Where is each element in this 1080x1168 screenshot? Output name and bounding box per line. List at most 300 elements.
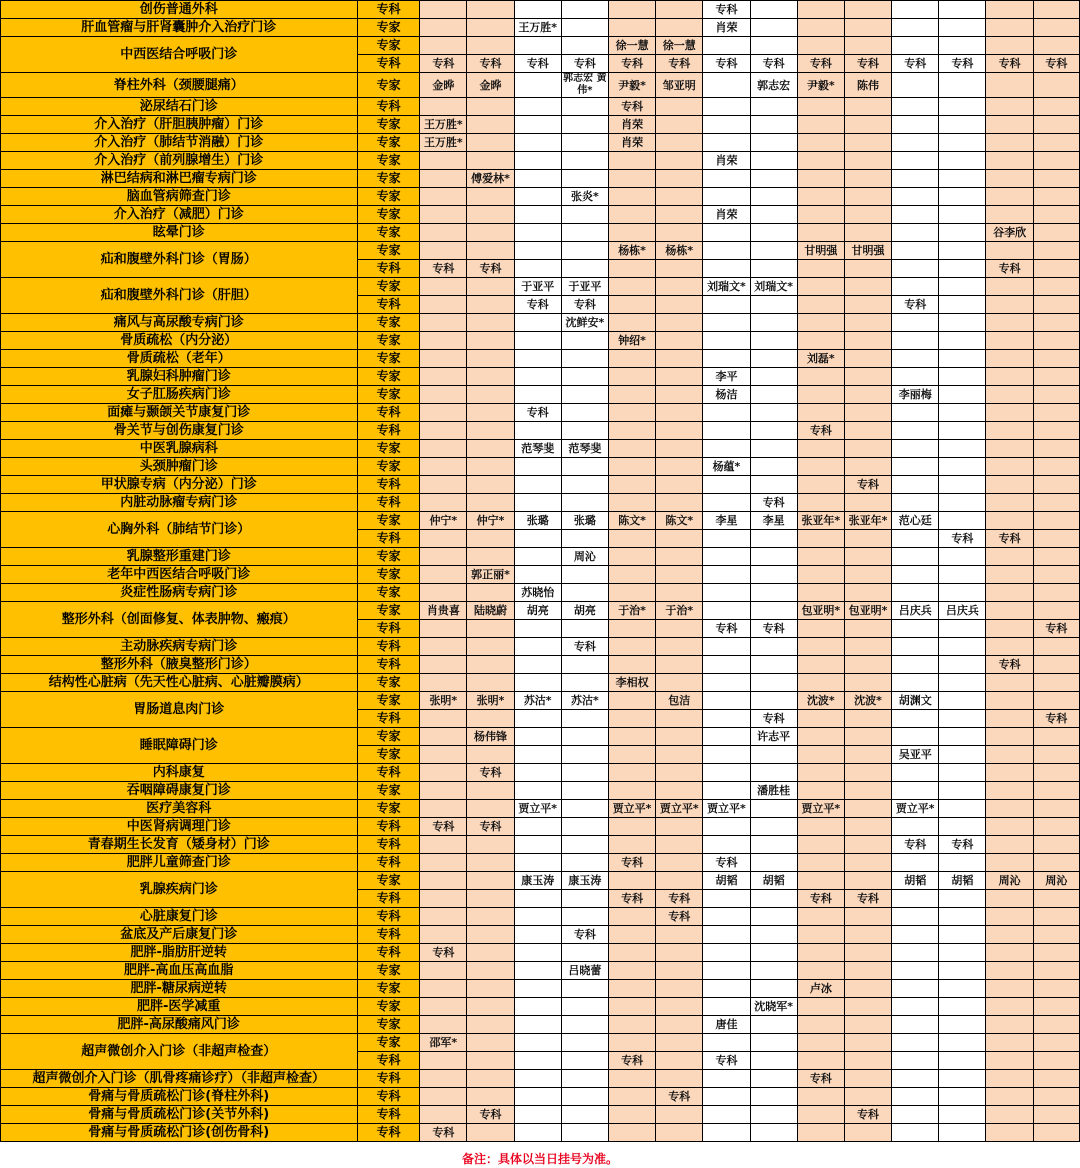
schedule-cell — [844, 386, 891, 404]
schedule-cell — [420, 1070, 467, 1088]
schedule-cell — [420, 206, 467, 224]
schedule-cell — [844, 37, 891, 55]
schedule-cell — [986, 800, 1033, 818]
schedule-cell — [1033, 656, 1079, 674]
clinic-type: 专科 — [357, 854, 419, 872]
schedule-cell — [844, 332, 891, 350]
schedule-cell — [420, 926, 467, 944]
schedule-cell — [608, 692, 655, 710]
schedule-cell: 专科 — [703, 1052, 750, 1070]
schedule-cell — [939, 116, 986, 134]
schedule-cell — [986, 746, 1033, 764]
schedule-cell: 专科 — [797, 422, 844, 440]
schedule-cell — [844, 458, 891, 476]
table-row — [0, 368, 1080, 386]
schedule-cell — [608, 548, 655, 566]
schedule-cell — [608, 728, 655, 746]
schedule-cell — [797, 440, 844, 458]
schedule-cell — [892, 1016, 939, 1034]
schedule-cell — [797, 116, 844, 134]
schedule-cell — [750, 746, 797, 764]
schedule-cell — [750, 890, 797, 908]
schedule-cell — [892, 1034, 939, 1052]
schedule-cell — [561, 854, 608, 872]
schedule-cell: 仲宁* — [420, 512, 467, 530]
schedule-cell — [1033, 98, 1079, 116]
schedule-cell — [844, 494, 891, 512]
schedule-cell — [892, 962, 939, 980]
table-row — [0, 872, 1080, 890]
schedule-cell — [656, 98, 703, 116]
schedule-cell: 张璐 — [514, 512, 561, 530]
schedule-cell — [939, 980, 986, 998]
schedule-cell — [797, 296, 844, 314]
schedule-cell — [420, 908, 467, 926]
schedule-cell — [420, 278, 467, 296]
schedule-cell: 肖荣 — [608, 116, 655, 134]
schedule-cell — [467, 944, 514, 962]
schedule-cell — [514, 476, 561, 494]
schedule-cell — [750, 818, 797, 836]
schedule-cell — [656, 314, 703, 332]
schedule-cell — [844, 962, 891, 980]
schedule-cell — [939, 476, 986, 494]
schedule-cell — [986, 944, 1033, 962]
schedule-cell — [939, 440, 986, 458]
schedule-cell — [939, 350, 986, 368]
schedule-cell — [986, 602, 1033, 620]
schedule-cell — [514, 314, 561, 332]
schedule-cell: 专科 — [467, 818, 514, 836]
schedule-cell — [514, 1088, 561, 1106]
schedule-cell — [750, 296, 797, 314]
schedule-cell — [467, 332, 514, 350]
table-row — [0, 37, 1080, 55]
schedule-cell — [420, 188, 467, 206]
schedule-cell — [656, 980, 703, 998]
schedule-cell — [467, 404, 514, 422]
clinic-type: 专家 — [357, 314, 419, 332]
schedule-cell — [467, 494, 514, 512]
schedule-cell — [1033, 386, 1079, 404]
schedule-cell — [844, 836, 891, 854]
footnote: 备注：具体以当日挂号为准。 — [461, 1152, 618, 1166]
schedule-cell: 徐一慧 — [608, 37, 655, 55]
schedule-cell: 专科 — [750, 494, 797, 512]
schedule-cell — [467, 962, 514, 980]
schedule-cell — [420, 746, 467, 764]
schedule-cell — [1033, 296, 1079, 314]
clinic-type: 专科 — [357, 1124, 419, 1142]
schedule-cell — [892, 782, 939, 800]
schedule-cell — [1033, 458, 1079, 476]
schedule-cell — [986, 386, 1033, 404]
schedule-cell — [939, 224, 986, 242]
schedule-cell — [986, 980, 1033, 998]
schedule-cell — [608, 404, 655, 422]
schedule-cell — [892, 368, 939, 386]
schedule-cell: 专科 — [986, 55, 1033, 73]
schedule-cell — [1033, 37, 1079, 55]
schedule-cell — [1033, 350, 1079, 368]
schedule-cell — [703, 260, 750, 278]
schedule-cell: 专科 — [608, 1052, 655, 1070]
schedule-cell — [797, 566, 844, 584]
schedule-cell — [467, 188, 514, 206]
schedule-cell — [1033, 764, 1079, 782]
schedule-cell — [467, 800, 514, 818]
schedule-cell: 专科 — [420, 944, 467, 962]
schedule-cell — [939, 998, 986, 1016]
schedule-cell — [986, 314, 1033, 332]
schedule-cell: 肖荣 — [703, 19, 750, 37]
schedule-cell — [561, 1016, 608, 1034]
schedule-cell: 专科 — [656, 1088, 703, 1106]
department-name: 疝和腹壁外科门诊（肝胆） — [0, 278, 357, 314]
schedule-cell: 许志平 — [750, 728, 797, 746]
schedule-cell: 专科 — [420, 55, 467, 73]
schedule-cell — [797, 944, 844, 962]
schedule-cell — [939, 1124, 986, 1142]
schedule-cell — [561, 98, 608, 116]
schedule-cell — [939, 908, 986, 926]
department-name: 主动脉疾病专病门诊 — [0, 638, 357, 656]
schedule-cell — [703, 476, 750, 494]
schedule-cell — [844, 764, 891, 782]
schedule-cell: 专科 — [703, 1, 750, 19]
schedule-cell — [703, 980, 750, 998]
table-row — [0, 134, 1080, 152]
schedule-cell — [986, 188, 1033, 206]
schedule-cell — [797, 1016, 844, 1034]
schedule-cell — [750, 404, 797, 422]
schedule-cell: 王万胜* — [420, 134, 467, 152]
schedule-cell — [986, 98, 1033, 116]
schedule-cell — [703, 926, 750, 944]
schedule-cell — [892, 206, 939, 224]
clinic-type: 专科 — [357, 296, 419, 314]
schedule-cell — [939, 1016, 986, 1034]
schedule-cell — [797, 1124, 844, 1142]
schedule-cell: 胡渊文 — [892, 692, 939, 710]
schedule-cell: 吕庆兵 — [939, 602, 986, 620]
schedule-cell — [608, 458, 655, 476]
schedule-cell — [420, 494, 467, 512]
schedule-cell — [844, 674, 891, 692]
table-row — [0, 1034, 1080, 1052]
clinic-type: 专家 — [357, 782, 419, 800]
department-name: 整形外科（腋臭整形门诊） — [0, 656, 357, 674]
schedule-cell — [939, 458, 986, 476]
schedule-cell — [703, 170, 750, 188]
schedule-cell — [750, 836, 797, 854]
schedule-cell — [514, 332, 561, 350]
schedule-cell — [939, 656, 986, 674]
table-row — [0, 728, 1080, 746]
schedule-cell — [608, 710, 655, 728]
schedule-cell — [939, 1070, 986, 1088]
schedule-cell: 潘胜桂 — [750, 782, 797, 800]
schedule-cell — [844, 296, 891, 314]
clinic-type: 专家 — [357, 386, 419, 404]
clinic-type: 专科 — [357, 818, 419, 836]
schedule-cell: 专科 — [844, 1106, 891, 1124]
schedule-cell: 专科 — [939, 836, 986, 854]
department-name: 吞咽障碍康复门诊 — [0, 782, 357, 800]
schedule-cell — [1033, 584, 1079, 602]
schedule-cell — [797, 638, 844, 656]
schedule-cell — [1033, 242, 1079, 260]
schedule-cell — [892, 494, 939, 512]
schedule-cell — [986, 1124, 1033, 1142]
schedule-cell — [986, 710, 1033, 728]
schedule-cell — [1033, 818, 1079, 836]
schedule-cell: 专科 — [986, 260, 1033, 278]
schedule-cell — [939, 404, 986, 422]
schedule-cell — [797, 368, 844, 386]
schedule-cell — [797, 926, 844, 944]
schedule-cell — [703, 674, 750, 692]
schedule-cell — [1033, 494, 1079, 512]
department-name: 疝和腹壁外科门诊（胃肠） — [0, 242, 357, 278]
schedule-cell — [1033, 980, 1079, 998]
table-row — [0, 440, 1080, 458]
schedule-cell — [608, 872, 655, 890]
table-row — [0, 818, 1080, 836]
schedule-cell — [750, 908, 797, 926]
schedule-cell — [703, 908, 750, 926]
schedule-cell — [939, 548, 986, 566]
schedule-cell — [608, 944, 655, 962]
schedule-cell — [561, 386, 608, 404]
schedule-cell — [420, 764, 467, 782]
schedule-cell — [844, 746, 891, 764]
schedule-cell — [608, 638, 655, 656]
schedule-cell — [750, 1088, 797, 1106]
schedule-cell — [561, 1088, 608, 1106]
schedule-cell: 专科 — [703, 854, 750, 872]
table-row — [0, 1016, 1080, 1034]
department-name: 骨痛与骨质疏松门诊(脊柱外科) — [0, 1088, 357, 1106]
schedule-cell: 专科 — [750, 620, 797, 638]
schedule-cell — [1033, 260, 1079, 278]
schedule-cell — [986, 278, 1033, 296]
schedule-cell: 专科 — [892, 836, 939, 854]
schedule-cell — [939, 944, 986, 962]
schedule-cell: 肖贵喜 — [420, 602, 467, 620]
schedule-cell — [1033, 278, 1079, 296]
department-name: 骨关节与创伤康复门诊 — [0, 422, 357, 440]
schedule-cell — [750, 926, 797, 944]
schedule-cell — [561, 494, 608, 512]
table-row — [0, 224, 1080, 242]
schedule-cell — [892, 674, 939, 692]
schedule-cell — [420, 170, 467, 188]
schedule-cell — [467, 458, 514, 476]
schedule-cell — [750, 242, 797, 260]
table-row — [0, 404, 1080, 422]
schedule-cell — [514, 1124, 561, 1142]
schedule-cell: 贾立平* — [892, 800, 939, 818]
clinic-type: 专科 — [357, 656, 419, 674]
schedule-cell — [703, 134, 750, 152]
schedule-cell — [561, 134, 608, 152]
schedule-cell — [1033, 73, 1079, 98]
schedule-cell — [561, 656, 608, 674]
schedule-cell: 专科 — [1033, 620, 1079, 638]
schedule-cell: 甘明强 — [844, 242, 891, 260]
schedule-cell — [939, 386, 986, 404]
schedule-cell — [514, 530, 561, 548]
schedule-cell — [467, 422, 514, 440]
schedule-cell: 专科 — [514, 55, 561, 73]
table-row — [0, 656, 1080, 674]
schedule-cell — [797, 764, 844, 782]
table-row — [0, 692, 1080, 710]
schedule-cell — [420, 296, 467, 314]
department-name: 甲状腺专病（内分泌）门诊 — [0, 476, 357, 494]
schedule-cell — [750, 1052, 797, 1070]
schedule-cell — [514, 73, 561, 98]
schedule-cell — [608, 386, 655, 404]
department-name: 女子肛肠疾病门诊 — [0, 386, 357, 404]
schedule-cell — [750, 1016, 797, 1034]
schedule-cell — [656, 656, 703, 674]
schedule-cell — [467, 926, 514, 944]
clinic-type: 专家 — [357, 350, 419, 368]
schedule-cell — [892, 584, 939, 602]
schedule-cell: 陈文* — [656, 512, 703, 530]
schedule-cell — [514, 1070, 561, 1088]
schedule-cell — [608, 926, 655, 944]
schedule-cell — [797, 134, 844, 152]
table-row — [0, 512, 1080, 530]
schedule-cell — [750, 206, 797, 224]
schedule-cell — [939, 19, 986, 37]
schedule-cell — [420, 314, 467, 332]
schedule-cell — [656, 386, 703, 404]
schedule-cell — [939, 1052, 986, 1070]
schedule-cell — [892, 710, 939, 728]
schedule-cell — [1033, 602, 1079, 620]
schedule-cell — [467, 19, 514, 37]
schedule-cell — [797, 1034, 844, 1052]
schedule-cell — [844, 1070, 891, 1088]
schedule-cell — [1033, 944, 1079, 962]
schedule-cell — [986, 638, 1033, 656]
schedule-cell — [797, 548, 844, 566]
schedule-cell: 郭正丽* — [467, 566, 514, 584]
schedule-cell — [1033, 782, 1079, 800]
clinic-type: 专家 — [357, 134, 419, 152]
schedule-cell — [797, 404, 844, 422]
department-name: 脑血管病筛查门诊 — [0, 188, 357, 206]
schedule-cell: 张亚年* — [844, 512, 891, 530]
schedule-cell — [703, 296, 750, 314]
schedule-cell — [1033, 1016, 1079, 1034]
schedule-cell — [892, 1106, 939, 1124]
schedule-cell — [514, 710, 561, 728]
department-name: 介入治疗（肺结节消融）门诊 — [0, 134, 357, 152]
schedule-cell: 专科 — [420, 1124, 467, 1142]
schedule-cell — [608, 224, 655, 242]
schedule-cell — [467, 854, 514, 872]
department-name: 心胸外科（肺结节门诊） — [0, 512, 357, 548]
table-row — [0, 116, 1080, 134]
schedule-cell — [750, 116, 797, 134]
schedule-cell — [656, 944, 703, 962]
schedule-cell — [892, 1, 939, 19]
schedule-cell — [1033, 512, 1079, 530]
table-row — [0, 908, 1080, 926]
schedule-cell — [1033, 926, 1079, 944]
schedule-cell — [608, 566, 655, 584]
schedule-cell — [467, 314, 514, 332]
schedule-cell — [420, 1088, 467, 1106]
schedule-cell: 胡亮 — [514, 602, 561, 620]
schedule-cell — [1033, 404, 1079, 422]
schedule-cell — [750, 692, 797, 710]
schedule-cell — [939, 962, 986, 980]
schedule-cell — [656, 1034, 703, 1052]
schedule-cell — [420, 998, 467, 1016]
schedule-cell — [561, 944, 608, 962]
schedule-cell — [420, 19, 467, 37]
schedule-cell: 郭志宏 黄伟* — [563, 73, 607, 96]
schedule-cell — [797, 656, 844, 674]
schedule-cell — [986, 1034, 1033, 1052]
schedule-cell — [608, 494, 655, 512]
schedule-cell: 专科 — [844, 890, 891, 908]
schedule-cell: 杨洁 — [703, 386, 750, 404]
schedule-cell — [467, 746, 514, 764]
schedule-cell — [514, 548, 561, 566]
schedule-cell: 郭志宏 — [750, 73, 797, 98]
schedule-cell — [892, 134, 939, 152]
schedule-cell — [986, 620, 1033, 638]
schedule-cell — [750, 602, 797, 620]
clinic-type: 专家 — [357, 728, 419, 746]
schedule-cell — [514, 836, 561, 854]
schedule-cell — [467, 674, 514, 692]
schedule-cell — [467, 1034, 514, 1052]
schedule-cell — [608, 782, 655, 800]
schedule-cell — [561, 332, 608, 350]
schedule-cell — [514, 980, 561, 998]
schedule-cell — [514, 944, 561, 962]
schedule-cell — [703, 836, 750, 854]
schedule-cell: 陈伟 — [844, 73, 891, 98]
schedule-cell — [986, 350, 1033, 368]
schedule-cell — [656, 1106, 703, 1124]
schedule-cell — [844, 440, 891, 458]
schedule-cell: 专科 — [750, 710, 797, 728]
schedule-cell — [750, 440, 797, 458]
schedule-cell — [608, 278, 655, 296]
schedule-cell — [656, 710, 703, 728]
schedule-cell — [608, 1124, 655, 1142]
schedule-cell: 李相权 — [608, 674, 655, 692]
schedule-cell — [656, 116, 703, 134]
schedule-cell: 杨栋* — [656, 242, 703, 260]
schedule-cell — [892, 152, 939, 170]
schedule-cell: 沈波* — [797, 692, 844, 710]
table-row — [0, 998, 1080, 1016]
schedule-cell: 沈鲜安* — [561, 314, 608, 332]
schedule-cell — [892, 1070, 939, 1088]
schedule-cell — [892, 476, 939, 494]
table-row — [0, 494, 1080, 512]
